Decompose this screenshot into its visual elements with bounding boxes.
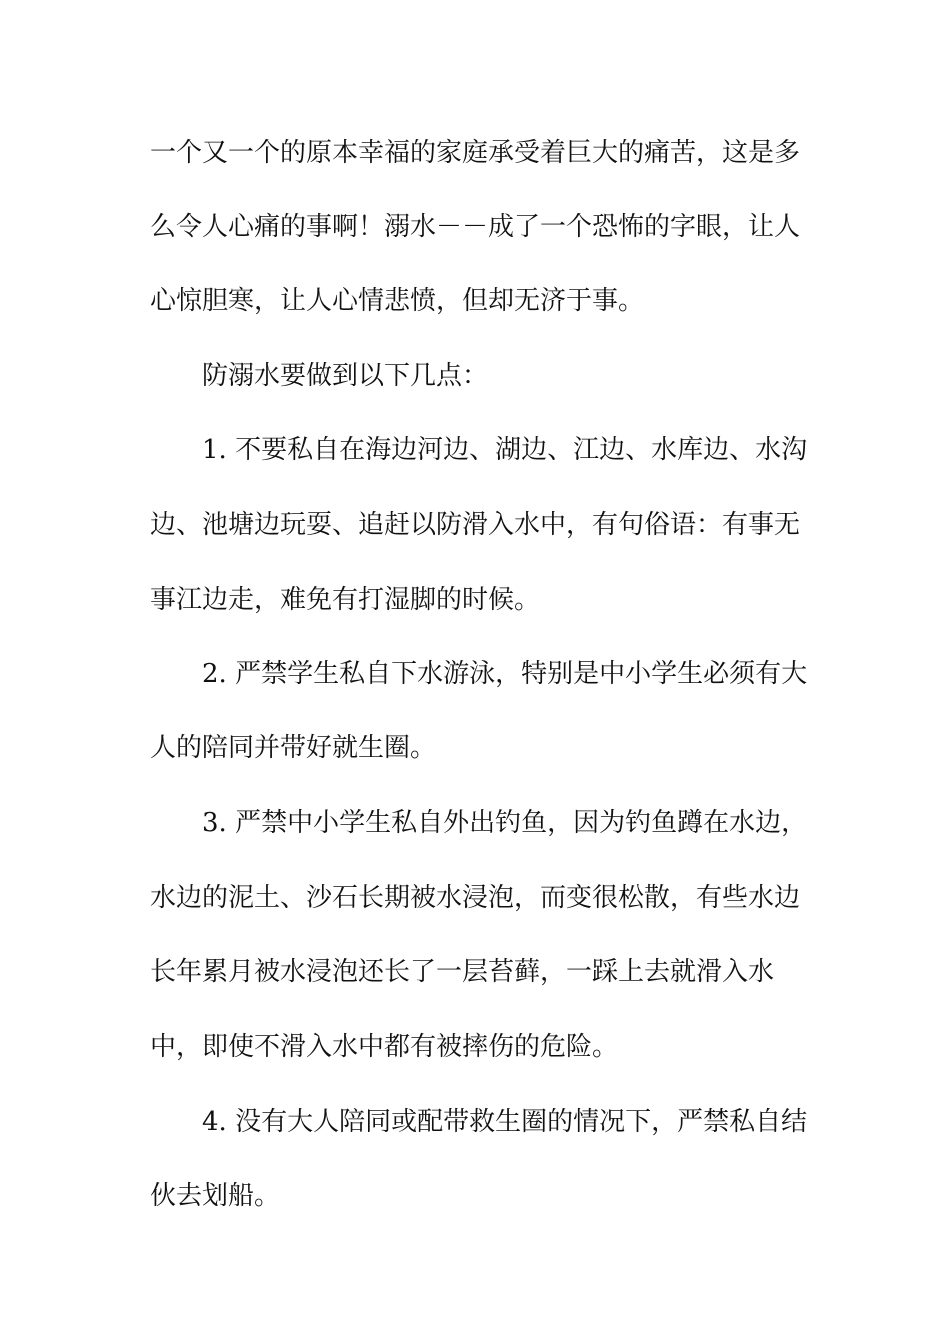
list-item-2-line: 2. 严禁学生私自下水游泳，特别是中小学生必须有大 (202, 659, 808, 689)
list-item-3-line: 长年累月被水浸泡还长了一层苔藓，一踩上去就滑入水 (150, 957, 775, 987)
list-item-1-line: 事江边走，难免有打湿脚的时候。 (150, 585, 541, 615)
list-item-1-line: 1. 不要私自在海边河边、湖边、江边、水库边、水沟 (202, 435, 808, 465)
body-text-line: 一个又一个的原本幸福的家庭承受着巨大的痛苦，这是多 (150, 138, 801, 168)
list-item-3-line: 水边的泥土、沙石长期被水浸泡，而变很松散，有些水边 (150, 883, 801, 913)
list-item-2-line: 人的陪同并带好就生圈。 (150, 733, 437, 763)
list-item-4-line: 伙去划船。 (150, 1181, 281, 1211)
list-item-3-line: 中，即使不滑入水中都有被摔伤的危险。 (150, 1032, 619, 1062)
list-item-4-line: 4. 没有大人陪同或配带救生圈的情况下，严禁私自结 (202, 1107, 808, 1137)
section-heading: 防溺水要做到以下几点： (202, 361, 489, 391)
list-item-3-line: 3. 严禁中小学生私自外出钓鱼，因为钓鱼蹲在水边， (202, 808, 808, 838)
list-item-1-line: 边、池塘边玩耍、追赶以防滑入水中，有句俗语：有事无 (150, 510, 801, 540)
body-text-line: 心惊胆寒，让人心情悲愤，但却无济于事。 (150, 286, 645, 316)
body-text-line: 么令人心痛的事啊！溺水－－成了一个恐怖的字眼，让人 (150, 212, 801, 242)
